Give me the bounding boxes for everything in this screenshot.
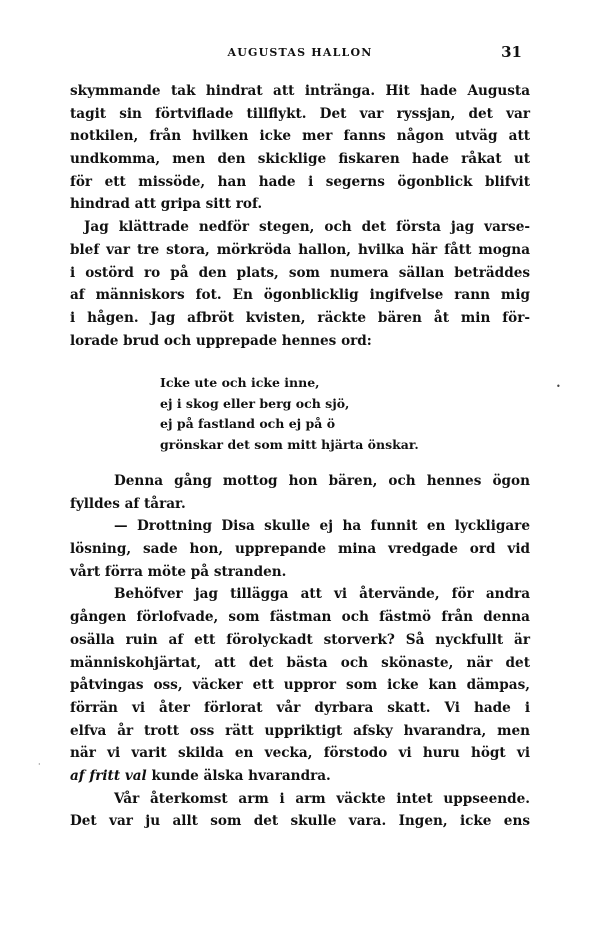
text-line: påtvingas oss, väcker ett uppror som icke kan dämpas, [70,677,530,694]
page-header [70,43,530,68]
text-line: undkomma, men den skicklige fiskaren hade råkat ut [70,151,530,168]
running-title: AUGUSTAS HALLON [227,46,373,59]
text-line: tagit sin förtviflade tillflykt. Det var ryssjan, det var [70,105,530,122]
poem-line: grönskar det som mitt hjärta önskar. [160,436,419,452]
text-line: Jag klättrade nedför stegen, och det första jag varse- [84,219,530,236]
poem-line: ej i skog eller berg och sjö, [160,395,350,411]
text-line: lorade brud och upprepade hennes ord: [70,332,372,349]
text-line: när vi varit skilda en vecka, förstodo vi huru högt vi [70,745,530,762]
text-line: människohjärtat, att det bästa och skönaste, när det [70,654,530,671]
text-line: af människors fot. En ögonblicklig ingifvelse rann mig [70,287,530,304]
page-number: 31 [501,43,522,61]
body-text-lower [70,470,530,833]
body-text-upper [70,80,530,352]
text-line: skymmande tak hindrat att intränga. Hit hade Augusta [70,83,530,99]
text-line: osälla ruin af ett förolyckadt storverk? Så nyckfullt är [70,631,530,648]
text-fragment: kunde älska hvarandra. [146,767,331,784]
poem-stanza [160,373,490,455]
margin-speck: • [556,382,561,391]
text-line: för ett missöde, han hade i segerns ögonblick blifvit [70,173,530,190]
text-line: notkilen, från hvilken icke mer fanns någon utväg att [70,128,530,145]
text-line: Vår återkomst arm i arm väckte intet uppseende. [114,790,530,807]
poem-line: Icke ute och icke inne, [160,375,320,390]
poem-line: ej på fastland och ej på ö [160,416,336,431]
text-line: elfva år trott oss rätt uppriktigt afsky hvarandra, men [70,722,530,739]
text-line: gången förlofvade, som fästman och fästmö från denna [70,609,530,626]
text-line: — Drottning Disa skulle ej ha funnit en lyckligare [114,518,530,535]
italic-phrase: af fritt val [70,767,147,784]
text-line [70,765,530,788]
text-line: Denna gång mottog hon bären, och hennes ögon [114,473,530,489]
text-line: blef var tre stora, mörkröda hallon, hvilka här fått mogna [70,241,530,258]
text-line: i ostörd ro på den plats, som numera sällan beträddes [70,264,530,281]
text-line: Det var ju allt som det skulle vara. Ingen, icke ens [70,813,530,830]
text-line: Behöfver jag tillägga att vi återvände, för andra [114,586,530,603]
text-line: i hågen. Jag afbröt kvisten, räckte bären åt min för- [70,309,530,326]
text-line: fylldes af tårar. [70,495,186,512]
text-line: lösning, sade hon, upprepande mina vredgade ord vid [70,541,530,558]
text-line: hindrad att gripa sitt rof. [70,196,263,213]
text-line: vårt förra möte på stranden. [70,563,287,580]
margin-speck: · [38,760,41,769]
text-line: förrän vi åter förlorat vår dyrbara skatt. Vi hade i [70,699,530,716]
